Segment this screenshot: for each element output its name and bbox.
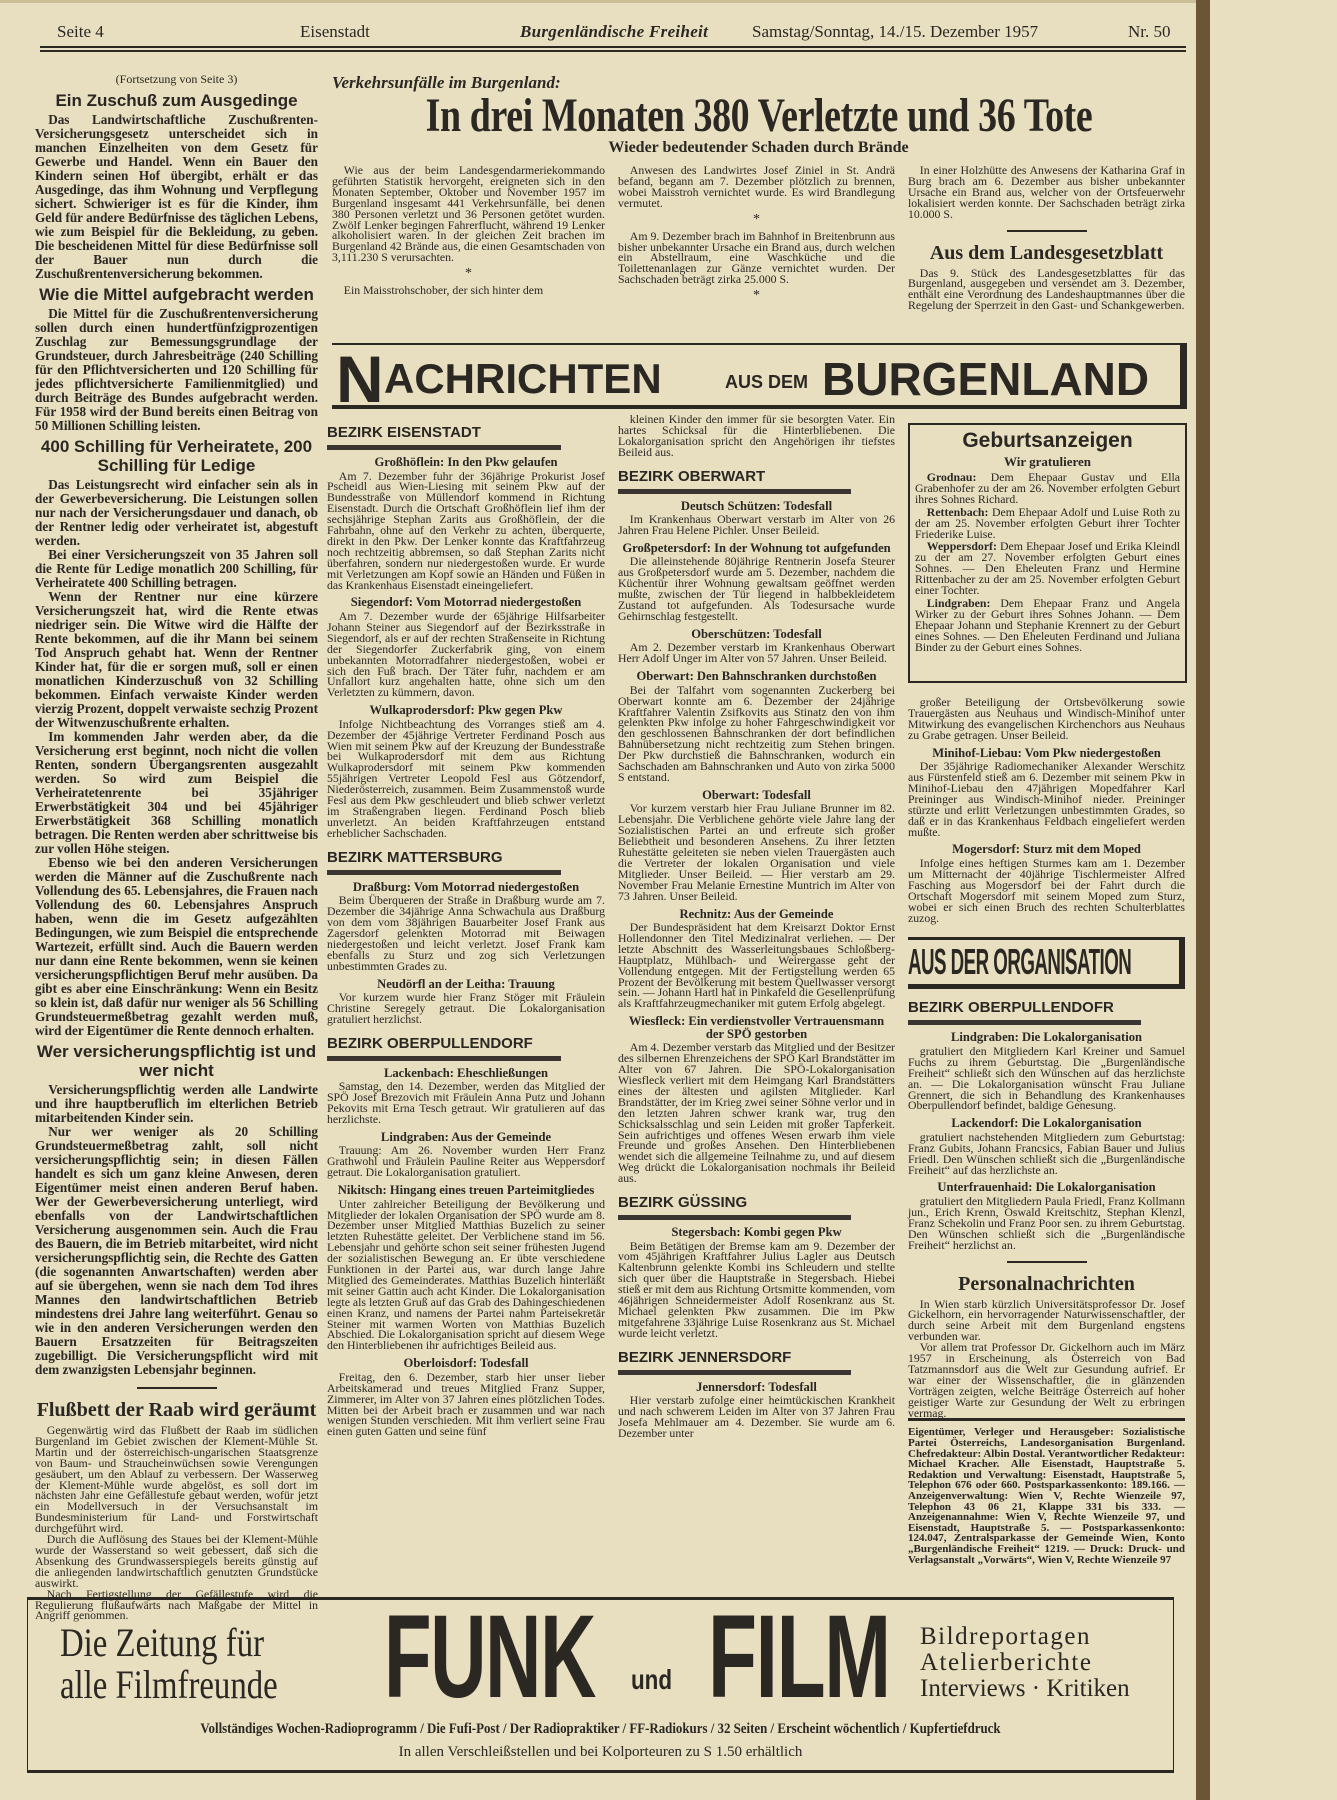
article-paragraph: Freitag, den 6. Dezember, starb hier unser lieber Arbeitskamerad und treues Mitglied Franz Supper, Zimmerer, im Alter von 37 Jahren eines plötzlichen Todes. Mitten bei der Arbeit brach er zusammen und war nach wenigen Stunden verschieden. Mit ihm verliert seine Frau einen guten Gatten und seine fünf xyxy=(327,1369,605,1439)
ad-tagline-line-1: Die Zeitung für xyxy=(60,1620,265,1665)
banner-word-aus-dem: AUS DEM xyxy=(725,372,809,392)
story-kicker: Verkehrsunfälle im Burgenland: xyxy=(332,73,561,92)
article-paragraph: Wenn der Rentner nur eine kürzere Versicherungszeit hat, wird die Rente etwas niedriger sein. Die Witwe wird die Hälfte der Rente bekommen, auf die ihr Mann bei seinem Tod Anspruch gehabt hat. Wenn der Rentner Kinder hat, für die er sorgen muß, soll er einen monatlichen Kinderzuschuß von 32 Schilling bekommen. Einfach verwaiste Kinder werden vierzig Prozent, doppelt verwaiste sechzig Prozent der Witwenzuschußrente erhalten. xyxy=(35,589,318,730)
article-paragraph: Die Mittel für die Zuschußrentenversicherung sollen durch einen hundertfünfzigprozentigen Zuschlag zur Bemessungsgrundlage der Grundsteuer, durch Jahresbeiträge (240 Schilling für den Pflichtversicherten und 120 Schilling für jedes pflichtversicherte Familienmitglied) und durch Beiträge des Bundes aufgebracht werden. Für 1958 wird der Bund bereits einen Beitrag von 50 Millionen Schilling leisten. xyxy=(35,306,318,433)
top-story-column-2 xyxy=(618,165,895,340)
separator-asterisk: * xyxy=(753,211,760,227)
section-heading: Aus dem Landesgesetzblatt xyxy=(929,241,1164,264)
announcement-entry xyxy=(915,541,1180,596)
article-subheading: Großhöflein: In den Pkw gelaufen xyxy=(374,455,558,469)
article-paragraph: Beim Überqueren der Straße in Draßburg wurde am 7. Dezember die 34jährige Anna Schwachula aus Draßburg von dem vom 38jährigen Bauarbeiter Josef Frank aus Zagersdorf gelenkten Motorrad mit Beiwagen niedergestoßen und leicht verletzt. Josef Frank kam ebenfalls zu Sturz und zog sich Verletzungen unbestimmten Grades zu. xyxy=(327,893,605,973)
article-paragraph: Hier verstarb zufolge einer heimtückischen Krankheit und nach schwerem Leiden im Alter von 37 Jahren Frau Josefa Mehlmauer am 4. Dezember. Sie wurde am 6. Dezember unter xyxy=(618,1393,895,1440)
top-story-column-3 xyxy=(908,165,1185,340)
article-paragraph: Beim Betätigen der Bremse kam am 9. Dezember der vom 45jährigen Kraftfahrer Julius Lagler aus Deutsch Kaltenbrunn gelenkte Kombi ins Schleudern und stellte sich quer über die Hauptstraße in Stegersbach. Hiebei stieß er mit dem aus Richtung Ortsmitte kommenden, vom 46jährigen Schneidermeister Adolf Rosenkranz aus St. Michael gelenkten Pkw zusammen. Die im Pkw mitgefahrene 33jährige Luise Rosenkranz aus St. Michael wurde leicht verletzt. xyxy=(618,1238,895,1340)
district-heading: BEZIRK EISENSTADT xyxy=(327,424,561,450)
article-paragraph: Bei der Talfahrt vom sogenannten Zuckerberg bei Oberwart konnte am 6. Dezember der 24jährige Kraftfahrer Valentin Zsifkovits aus Stinatz den von ihm gelenkten Pkw infolge zu hoher Fahrgeschwindigkeit vor den geschlossenen Bahnschranken der dort befindlichen Bahnübersetzung nicht rechtzeitig zum Stehen bringen. Der Pkw durchstieß die Bahnschranken, wodurch ein Sachschaden am Bahnschranken und Auto von zirka 5000 S entstand. xyxy=(618,682,895,784)
ad-contents-line-1: Bildreportagen xyxy=(920,1623,1091,1650)
article-paragraph: großer Beteiligung der Ortsbevölkerung sowie Trauergästen aus Neuhaus und Windisch-Minihof unter Mitwirkung des evangelischen Kirchenchors aus Neuhaus zu Grabe getragen. Unser Beileid. xyxy=(908,695,1185,742)
announcement-place: Rettenbach: xyxy=(926,504,989,519)
article-paragraph: Am 2. Dezember verstarb im Krankenhaus Oberwart Herr Adolf Unger im Alter von 57 Jahren. Unser Beileid. xyxy=(618,640,895,666)
section-heading: Wer versicherungspflichtig ist und wer nicht xyxy=(36,1042,317,1080)
article-subheading: Oberwart: Todesfall xyxy=(702,787,811,802)
article-subheading: Unterfrauenhaid: Die Lokalorganisation xyxy=(937,1180,1156,1195)
article-subheading: Wulkaprodersdorf: Pkw gegen Pkw xyxy=(369,703,563,718)
article-paragraph: In Wien starb kürzlich Universitätsprofessor Dr. Josef Gickelhorn, ein hervorragender Naturwissenschaftler, der durch seine Arbeit mit dem Burgenland engstens verbunden war. xyxy=(908,1296,1185,1344)
article-paragraph: Trauung: Am 26. November wurden Herr Franz Grathwohl und Fräulein Pauline Reiter aus Weppersdorf getraut. Die Lokalorganisation gratuliert. xyxy=(327,1143,605,1180)
ad-contents-line-2: Atelierberichte xyxy=(920,1649,1093,1676)
banner-word-burgenland: BURGENLAND xyxy=(822,353,1150,405)
news-column-1 xyxy=(327,414,605,1584)
ad-tagline xyxy=(60,1622,278,1706)
article-paragraph: Am 7. Dezember fuhr der 36jährige Prokurist Josef Pscheidl aus Wien-Liesing mit seinem Pkw auf der Bundesstraße von Müllendorf kommend in Richtung Eisenstadt. Durch die Ortschaft Großhöflein lief ihm der sechsjährige Stephan Zarits aus Großhöflein, der die Fahrbahn, ohne auf den Verkehr zu achten, überquerte, direkt in den Pkw. Der Lenker konnte das Kraftfahrzeug noch rechtzeitig abbremsen, so daß Stephan Zarits nicht überfahren, sondern nur niedergestoßen wurde. Er wurde mit Verletzungen am Kopf sowie an Händen und Füßen in das Krankenhaus Eisenstadt eineingeliefert. xyxy=(327,468,605,592)
article-subheading: Mogersdorf: Sturz mit dem Moped xyxy=(952,842,1141,857)
announcement-text: Dem Ehepaar Gustav und Ella Grabenhofer zu der am 26. November erfolgten Geburt ihres Sohnes Richard. xyxy=(915,470,1180,506)
article-subheading: Stegersbach: Kombi gegen Pkw xyxy=(671,1225,842,1240)
story-headline-text: In drei Monaten 380 Verletzte und 36 Tote xyxy=(425,89,1092,142)
separator-rule xyxy=(1007,1261,1087,1263)
article-paragraph: Im kommenden Jahr werden aber, da die Versicherung erst beginnt, noch nicht die vollen Renten, sondern Übergangsrenten ausgezahlt werden. So wird zum Beispiel die Verheiratetenrente bei 35jähriger Erwerbstätigkeit 304 und bei 45jähriger Erwerbstätigkeit 368 Schilling monatlich betragen. Die Renten werden aber schrittweise bis zur vollen Höhe steigen. xyxy=(35,729,318,856)
article-paragraph: Infolge eines heftigen Sturmes kam am 1. Dezember um Mitternacht der 40jährige Tischlermeister Alfred Fasching aus Mogersdorf bei der Fahrt durch die Ortschaft Mogersdorf mit seinem Moped zum Sturz, wobei er sich einen Bruch des rechten Schulterblattes zuzog. xyxy=(908,855,1185,925)
article-subheading: Rechnitz: Aus der Gemeinde xyxy=(679,906,834,921)
article-paragraph: Der Bundespräsident hat dem Kreisarzt Doktor Ernst Hollendonner den Titel Medizinalrat verliehen. — Der letzte Abschnitt des Wasserleitungsbaues Schloßberg-Hauptplatz, Mühlbach- und Weirergasse geht der Vollendung entgegen. Mit der Fertigstellung werden 65 Prozent der Bevölkerung mit bestem Quellwasser versorgt sein. — Johann Hartl hat in Pinkafeld die Gesellenprüfung als Kraftfahrzeugmechaniker mit gutem Erfolg abgelegt. xyxy=(618,920,895,1011)
announcement-text: Dem Ehepaar Adolf und Luise Roth zu der am 25. November erfolgten Geburt ihrer Tochter Friederike Luise. xyxy=(915,504,1180,541)
section-heading: 400 Schilling für Verheiratete, 200 Schilling für Ledige xyxy=(40,437,313,475)
header-rule xyxy=(40,46,1186,52)
ad-availability: In allen Verschleißstellen und bei Kolporteuren zu S 1.50 erhältlich xyxy=(398,1744,803,1760)
article-paragraph: Das 9. Stück des Landesgesetzblattes für das Burgenland, ausgegeben und versendet am 3. Dezember, enthält eine Verordnung des Landeshauptmannes über die Regelung der Sperrzeit in den Gast- und Schankgewerben. xyxy=(908,265,1185,313)
article-subheading: Lackendorf: Die Lokalorganisation xyxy=(951,1116,1142,1131)
ad-features: Vollständiges Wochen-Radioprogramm / Die Fufi-Post / Der Radiopraktiker / FF-Radiokurs / 32 Seiten / Erscheint wöchentlich / Kupfertiefdruck xyxy=(200,1721,1001,1737)
article-paragraph: gratuliert nachstehenden Mitgliedern zum Geburtstag: Franz Gubits, Johann Francsics, Fabian Bauer und Julius Friedl. Den Wünschen schließt sich die „Burgenländische Freiheit“ auf das herzlichste an. xyxy=(908,1129,1185,1177)
article-paragraph: Gegenwärtig wird das Flußbett der Raab im südlichen Burgenland im Gebiet zwischen der Klement-Mühle St. Martin und der österreichisch-ungarischen Staatsgrenze von Baum- und Straucheinwüchsen sowie Verengungen gesäubert, um den Ablauf zu verbessern. Der Wasserweg der Klement-Mühle wurde abgelöst, es soll dort im nächsten Jahr eine Gefällestufe gebaut werden, wofür jetzt ein Modellversuch in der Versuchsanstalt im Bundesministerium für Land- und Forstwirtschaft durchgeführt wird. xyxy=(35,1423,318,1536)
article-paragraph: Am 7. Dezember wurde der 65jährige Hilfsarbeiter Johann Steiner aus Siegendorf auf der Bezirksstraße in Siegendorf, als er auf der rechten Straßenseite in Richtung der Siegendorfer Zuckerfabrik ging, von einem unbekannten Motorradfahrer niedergestoßen, wobei er sich den Fuß brach. Der Täter fuhr, nachdem er am Unfallort kurz angehalten hatte, ohne sich um den Verletzten zu kümmern, davon. xyxy=(327,608,605,700)
newspaper-name: Burgenländische Freiheit xyxy=(520,22,709,41)
district-heading: BEZIRK OBERWART xyxy=(618,468,851,494)
section-heading: Flußbett der Raab wird geräumt xyxy=(36,1399,317,1421)
issue-number: Nr. 50 xyxy=(1128,22,1171,41)
article-paragraph: Das Landwirtschaftliche Zuschußrenten-Versicherungsgesetz unterscheidet sich in manchen Einzelheiten von dem Gesetz für Gewerbe und Handel. Wenn ein Bauer den Kindern seinen Hof übergibt, erhält er das Ausgedinge, das ihm Wohnung und Verpflegung sichert. Schwieriger ist es für die Kinder, ihm Geld für andere Bedürfnisse des täglichen Lebens, wie zum Beispiel für die Bekleidung, zu geben. Die bescheidenen Mittel für diese Bedürfnisse soll der Bauer nun durch die Zuschußrentenversicherung bekommen. xyxy=(35,112,318,281)
article-subheading: Draßburg: Vom Motorrad niedergestoßen xyxy=(352,879,580,894)
announcement-entry xyxy=(915,504,1180,541)
article-subheading: Lindgraben: Die Lokalorganisation xyxy=(950,1030,1143,1045)
birth-announcements-title: Geburtsanzeigen xyxy=(962,429,1133,452)
ad-contents-line-3: Interviews · Kritiken xyxy=(920,1675,1130,1702)
birth-announcements-subtitle: Wir gratulieren xyxy=(1003,454,1092,469)
article-subheading: Deutsch Schützen: Todesfall xyxy=(680,498,833,513)
banner-initial: N xyxy=(336,342,384,416)
article-subheading: Oberwart: Den Bahnschranken durchstoßen xyxy=(636,669,877,684)
page-right-edge xyxy=(1196,0,1210,1800)
article-paragraph: Bei einer Versicherungszeit von 35 Jahren soll die Rente für Ledige monatlich 200 Schilling, für Verheiratete 400 Schilling betragen. xyxy=(35,547,318,590)
organisation-banner-text: AUS DER ORGANISATION xyxy=(908,941,1132,983)
article-paragraph: Vor allem trat Professor Dr. Gickelhorn auch im März 1957 in Erscheinung, als Österreich von Bad Tatzmannsdorf aus die Welt zur Gesundung aufrief. Er war einer der Wissenschaftler, die in glänzenden Vorträgen zeigten, welche Beiträge Österreich auf hoher geistiger Warte zur Gesundung der Welt zu erbringen vermag. xyxy=(908,1340,1185,1420)
page-top-edge xyxy=(0,0,1196,3)
article-subheading: Lindgraben: Aus der Gemeinde xyxy=(380,1129,552,1144)
article-paragraph: Vor kurzem wurde hier Franz Stöger mit Fräulein Christine Seregely getraut. Die Lokalorganisation gratuliert herzlichst. xyxy=(327,990,605,1026)
article-paragraph: Durch die Auflösung des Staues bei der Klement-Mühle wurde der Wasserstand so weit gebessert, daß sich die Absenkung des Grundwasserspiegels bereits günstig auf die anliegenden landwirtschaftlich genutzten Grundstücke auswirkt. xyxy=(35,1532,318,1590)
article-paragraph: In einer Holzhütte des Anwesens der Katharina Graf in Burg brach am 6. Dezember aus bisher unbekannter Ursache ein Brand aus, welcher von der Ortsfeuerwehr lokalisiert werden konnte. Der Sachschaden beträgt zirka 10.000 S. xyxy=(908,163,1185,221)
story-subtitle: Wieder bedeutender Schaden durch Brände xyxy=(608,139,909,156)
article-paragraph: Die alleinstehende 80jährige Rentnerin Josefa Steurer aus Großpetersdorf wurde am 5. Dezember, nachdem die Küchentür ihrer Wohnung gewaltsam geöffnet werden mußte, zwischen der Tür liegend in halbbekleidetem Zustand tot aufgefunden. Als Todesursache wurde Gehirnschlag festgestellt. xyxy=(618,554,895,623)
article-paragraph: Das Leistungsrecht wird einfacher sein als in der Gewerbeversicherung. Die Leistungen sollen nur nach der Versicherungsdauer und danach, ob der Rentner ledig oder verheiratet ist, abgestuft werden. xyxy=(35,477,318,548)
continuation-note: (Fortsetzung von Seite 3) xyxy=(115,72,238,86)
article-paragraph: Im Krankenhaus Oberwart verstarb im Alter von 26 Jahren Frau Helene Pichler. Unser Beileid. xyxy=(618,512,895,538)
article-paragraph: Am 9. Dezember brach im Bahnhof in Breitenbrunn aus bisher unbekannter Ursache ein Brand aus, durch welchen ein Abstellraum, eine Waschküche und die Toilettenanlagen zur Gänze vernichtet wurden. Der Sachschaden beträgt zirka 25.000 S. xyxy=(618,228,895,287)
article-paragraph: gratuliert den Mitgliedern Paula Friedl, Franz Kollmann jun., Erich Krenn, Oswald Kreitschitz, Stephan Klenzl, Franz Schekolin und Franz Poor sen. zu ihrem Geburtstag. Den Wünschen schließt sich die „Burgenländische Freiheit“ herzlichst an. xyxy=(908,1193,1185,1252)
article-paragraph: Samstag, den 14. Dezember, werden das Mitglied der SPÖ Josef Brezovich mit Fräulein Anna Putz und Johann Pekovits mit Erna Tesch getraut. Wir gratulieren auf das herzlichste. xyxy=(327,1079,605,1126)
article-subheading: Wiesfleck: Ein verdienstvoller Vertrauensmann der SPÖ gestorben xyxy=(628,1014,885,1041)
news-column-3 xyxy=(908,697,1185,1587)
announcement-entry xyxy=(915,472,1180,505)
advertisement-funk-und-film xyxy=(27,1591,1174,1773)
ad-tagline-line-2: alle Filmfreunde xyxy=(60,1662,278,1707)
announcement-place: Weppersdorf: xyxy=(926,539,997,554)
announcement-place: Grodnau: xyxy=(926,470,977,484)
article-paragraph: Anwesen des Landwirtes Josef Ziniel in St. Andrä befand, begann am 7. Dezember plötzlich zu brennen, wobei Maisstroh vernichtet wurde. Es wird Brandlegung vermutet. xyxy=(618,163,895,210)
article-paragraph: Ein Maisstrohschober, der sich hinter dem xyxy=(343,283,544,298)
separator-rule xyxy=(1007,230,1087,232)
article-paragraph: Der 35jährige Radiomechaniker Alexander Werschitz aus Fürstenfeld stieß am 6. Dezember mit seinem Pkw in Minihof-Liebau den 47jährigen Mopedfahrer Karl Preininger aus Windisch-Minihof nieder. Preininger stürzte und erlitt Verletzungen unbestimmten Grades, so daß er in das Krankenhaus Feldbach eingeliefert werden mußte. xyxy=(908,759,1185,839)
article-paragraph: Ebenso wie bei den anderen Versicherungen werden die Männer auf die Zuschußrente nach Vollendung des 65. Lebensjahres, die Frauen nach Vollendung des 60. Lebensjahres Anspruch haben, wenn die im Gesetz aufgezählten Bedingungen, wie zum Beispiel die entsprechende Wartezeit, erfüllt sind. Auch die Bauern werden nur dann eine Rente bekommen, wenn sie keinen versicherungspflichtigen Beruf mehr ausüben. Da gibt es aber eine Einschränkung: Wenn ein Besitz so klein ist, daß dafür nur weniger als 56 Schilling Grundsteuermeßbetrag gezahlt werden muß, wird der Eigentümer die Rente dennoch erhalten. xyxy=(35,855,318,1038)
separator-asterisk: * xyxy=(753,288,760,304)
left-column xyxy=(35,72,318,1623)
imprint-text: Eigentümer, Verleger und Herausgeber: Sozialistische Partei Österreichs, Landesorganisation Burgenland. Chefredakteur: Albin Dostal. Verantwortlicher Redakteur: Michael Kracher. Alle Eisenstadt, Hauptstraße 5. Redaktion und Verwaltung: Eisenstadt, Hauptstraße 5, Telephon 676 oder 660. Postsparkassenkonto: 189.166. — Anzeigenverwaltung: Wien V, Rechte Wienzeile 97, Telephon 43 06 21, Klappe 331 bis 333. — Anzeigenannahme: Wien V, Rechte Wienzeile 97, und Eisenstadt, Hauptstraße 5. — Postsparkassenkonto: 124.047, Zentralsparkasse der Gemeinde Wien, Konto „Burgenländische Freiheit“ 1219. — Druck: Druck- und Verlagsanstalt „Vorwärts“, Wien V, Rechte Wienzeile 97 xyxy=(908,1418,1185,1565)
article-subheading: Siegendorf: Vom Motorrad niedergestoßen xyxy=(350,595,582,610)
article-subheading: Oberloisdorf: Todesfall xyxy=(403,1356,529,1371)
birth-announcements-box xyxy=(908,423,1187,683)
article-subheading: Lackenbach: Eheschließungen xyxy=(383,1065,549,1080)
top-story-column-1 xyxy=(332,165,605,340)
district-heading: BEZIRK OBERPULLENDORF xyxy=(327,1035,561,1061)
article-paragraph: gratuliert den Mitgliedern Karl Kreiner und Samuel Fuchs zu ihrem Geburtstag. Die „Burgenländische Freiheit“ schließt sich den Wünschen auf das herzlichste an. — Die Lokalorganisation wünscht Frau Juliane Grennert, die sich in Behandlung des Krankenhauses Oberpullendorf befindet, baldige Genesung. xyxy=(908,1043,1185,1113)
banner-word-nachrichten: ACHRICHTEN xyxy=(384,355,662,402)
announcement-text: Dem Ehepaar Franz und Angela Wirker zu der Geburt ihres Sohnes Johann. — Dem Ehepaar Johann und Stephanie Krennert zu der Geburt eines Sohnes. — Den Eheleuten Ferdinand und Juliana Binder zu der Geburt eines Sohnes. xyxy=(915,595,1180,654)
announcement-entry xyxy=(915,595,1180,654)
birth-announcements-list xyxy=(915,472,1180,653)
district-heading: BEZIRK OBERPULLENDOFR xyxy=(908,999,1141,1025)
article-subheading: Jennersdorf: Todesfall xyxy=(696,1379,817,1394)
ad-contents xyxy=(920,1624,1130,1702)
section-banner-nachrichten xyxy=(332,342,1187,416)
section-heading: Ein Zuschuß zum Ausgedinge xyxy=(55,91,298,110)
issue-date: Samstag/Sonntag, 14./15. Dezember 1957 xyxy=(752,22,1039,41)
announcement-place: Lindgraben: xyxy=(926,595,991,610)
section-heading: Wie die Mittel aufgebracht werden xyxy=(39,285,314,304)
article-subheading: Neudörfl an der Leitha: Trauung xyxy=(377,976,555,991)
header-city: Eisenstadt xyxy=(300,22,370,41)
article-subheading: Minihof-Liebau: Vom Pkw niedergestoßen xyxy=(932,745,1161,760)
announcement-text: Dem Ehepaar Josef und Erika Kleindl zu der am 27. November erfolgten Geburt eines Sohnes. — Den Eheleuten Franz und Hermine Rittenbacher zu der am 25. November erfolgten Geburt einer Tochter. xyxy=(915,539,1180,598)
article-paragraph: Versicherungspflichtig werden alle Landwirte und ihre hauptberuflich im elterlichen Betrieb mitarbeitenden Kinder sein. xyxy=(35,1082,318,1125)
article-subheading: Nikitsch: Hingang eines treuen Parteimitgliedes xyxy=(337,1183,595,1198)
article-paragraph: Unter zahlreicher Beteiligung der Bevölkerung und Mitglieder der lokalen Organisation der SPÖ wurde am 8. Dezember unser Mitglied Matthias Buzelich zu seiner letzten Ruhestätte geleitet. Der Verblichene stand im 56. Lebensjahr und gehörte schon seit seiner frühesten Jugend der sozialistischen Bewegung an. Er übte verschiedene Funktionen in der Partei aus, war durch lange Jahre Mitglied des Gemeinderates. Matthias Buzelich hinterläßt mit seiner Gattin auch acht Kinder. Die Lokalorganisation legte als letzten Gruß auf das Grab des Dahingeschiedenen einen Kranz, und namens der Partei nahm Parteisekretär Steiner mit warmen Worten von Matthias Buzelich Abschied. Die Lokalorganisation spricht auf diesem Wege den Hinterbliebenen ihr aufrichtiges Beileid aus. xyxy=(327,1196,605,1353)
story-headline xyxy=(332,89,1185,142)
separator-asterisk: * xyxy=(465,266,472,282)
district-heading: BEZIRK JENNERSDORF xyxy=(618,1349,851,1375)
page-number: Seite 4 xyxy=(57,22,104,41)
ad-brand-und: und xyxy=(631,1664,673,1695)
separator-rule xyxy=(137,1387,217,1389)
ad-brand-funk: FUNK xyxy=(384,1591,596,1723)
article-paragraph: kleinen Kinder den immer für sie besorgten Vater. Ein hartes Schicksal für die Hinterbliebenen. Die Lokalorganisation spricht den Angehörigen ihr tiefstes Beileid aus. xyxy=(618,412,895,459)
organisation-banner xyxy=(908,937,1185,989)
district-heading: BEZIRK GÜSSING xyxy=(618,1194,851,1220)
article-paragraph: Nach Fertigstellung der Gefällestufe wird die Regulierung flußaufwärts nach Maßgabe der Mittel in Angriff genommen. xyxy=(35,1586,318,1623)
ad-brand-film: FILM xyxy=(708,1591,890,1723)
news-column-2 xyxy=(618,414,895,1584)
article-paragraph: Nur wer weniger als 20 Schilling Grundsteuermeßbetrag zahlt, soll nicht versicherungspflichtig sein; in diesen Fällen handelt es sich um ganz kleine Anwesen, deren Eigentümer meist einen anderen Beruf haben. Wer der Gewerbeversicherung unterliegt, wird ebenfalls von der Landwirtschaftlichen Versicherung ausgenommen sein. Auch die Frau des Bauern, die im Betrieb mitarbeitet, wird nicht versicherungspflichtig sein, die Rechte des Gatten (die sogenannten Anwartschaften) werden aber auf sie übergehen, wenn sie nach dem Tod ihres Mannes den landwirtschaftlichen Betrieb mindestens drei Jahre lang weiterführt. Genau so wie in den anderen Versicherungen werden den Bauern Ersatzzeiten für Beitragszeiten zugebilligt. Die Versicherungspflicht wird mit dem zwanzigsten Lebensjahr beginnen. xyxy=(35,1124,318,1377)
article-subheading: Großpetersdorf: In der Wohnung tot aufgefunden xyxy=(622,540,891,555)
article-paragraph: Am 4. Dezember verstarb das Mitglied und der Besitzer des silbernen Ehrenzeichens der SPÖ Karl Brandstätter im Alter von 67 Jahren. Die SPÖ-Lokalorganisation Wiesfleck verliert mit dem Heimgang Karl Brandstätters eines der ältesten und agilsten Mitglieder. Karl Brandstätter, der im Krieg zwei seiner Söhne verlor und in den letzten Jahren schwer krank war, trug den Schicksalsschlag und sein Leiden mit großer Tapferkeit. Sein aufrichtiges und offenes Wesen erwarb ihm viele Freunde und großes Ansehen. Den Hinterbliebenen wendet sich die allgemeine Teilnahme zu, und auf diesem Weg drückt die Lokalorganisation nochmals ihr Beileid aus. xyxy=(618,1040,895,1186)
article-paragraph: Wie aus der beim Landesgendarmeriekommando geführten Statistik hervorgeht, ereigneten sich in den Monaten September, Oktober und November 1957 im Burgenland insgesamt 441 Verkehrsunfälle, bei denen 380 Personen verletzt und 36 Personen getötet wurden. Zwölf Lenker begingen Fahrerflucht, während 19 Lenker alkoholisiert waren. In der gleichen Zeit brachen im Burgenland 42 Brände aus, die einen Gesamtschaden von 3,111.230 S verursachten. xyxy=(332,163,605,265)
article-subheading: Oberschützen: Todesfall xyxy=(691,626,822,641)
article-paragraph: Infolge Nichtbeachtung des Vorranges stieß am 4. Dezember der 45jährige Vertreter Ferdinand Posch aus Wien mit seinem Pkw auf der Kreuzung der Bundesstraße bei Wulkaprodersdorf mit dem aus Richtung Wulkaprodersdorf mit seinem Pkw kommenden 55jährigen Vertreter Leopold Fesl aus Götzendorf, Niederösterreich, zusammen. Beim Zusammenstoß wurde Fesl aus dem Pkw geschleudert und blieb schwer verletzt im Straßengraben liegen. Ferdinand Posch blieb unverletzt. An beiden Kraftfahrzeugen entstand erheblicher Sachschaden. xyxy=(327,716,605,840)
district-heading: BEZIRK MATTERSBURG xyxy=(327,849,561,875)
section-heading: Personalnachrichten xyxy=(958,1272,1135,1295)
article-paragraph: Vor kurzem verstarb hier Frau Juliane Brunner im 82. Lebensjahr. Die Verblichene gehörte viele Jahre lang der Sozialistischen Partei an und erfreute sich großer Beliebtheit und besonderen Ansehens. Zu ihrer letzten Ruhestätte geleiteten sie neben vielen Trauergästen auch die Vertreter der lokalen Organisation und viele Mitglieder. Unser Beileid. — Hier verstarb am 29. November Frau Melanie Ernestine Muntrich im Alter von 73 Jahren. Unser Beileid. xyxy=(618,801,895,903)
